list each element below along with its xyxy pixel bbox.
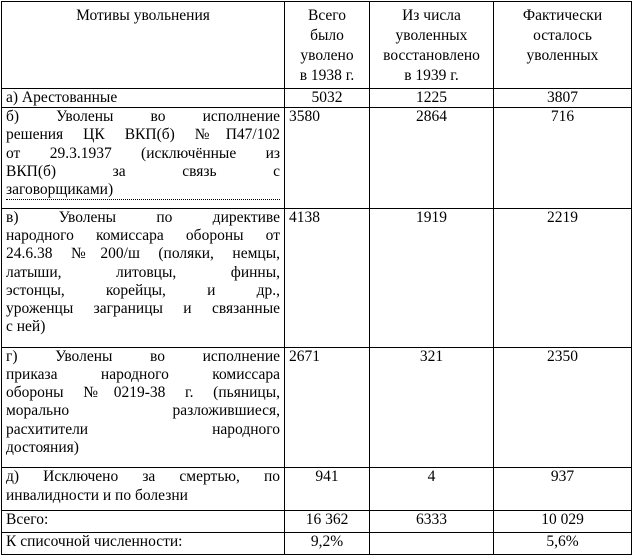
restored-cell: 1919 xyxy=(370,208,494,347)
total-cell: 3580 xyxy=(285,108,370,209)
restored-cell: 6333 xyxy=(370,510,494,532)
remaining-cell: 10 029 xyxy=(494,510,632,532)
motive-cell: г) Уволены во исполнение приказа народного комиссара обороны №0219-38 г. (пьяницы, морально разложившиеся, расхитители народного достояния) xyxy=(2,347,285,468)
ratio-label: К списочной численности: xyxy=(2,532,285,554)
total-label: Всего: xyxy=(2,510,285,532)
restored-cell xyxy=(370,532,494,554)
total-cell: 941 xyxy=(285,468,370,510)
header-motive: Мотивы увольнения xyxy=(2,2,285,89)
ratio-row xyxy=(2,532,632,554)
remaining-cell: 937 xyxy=(494,468,632,510)
restored-cell: 2864 xyxy=(370,108,494,209)
table-row xyxy=(2,108,632,209)
motive-cell: д) Исключено за смертью, по инвалидности и по болезни xyxy=(2,468,285,510)
total-cell: 16 362 xyxy=(285,510,370,532)
restored-cell: 321 xyxy=(370,347,494,468)
header-total: Всего было уволено в 1938 г. xyxy=(285,2,370,89)
motive-cell: б) Уволены во исполнение решения ЦК ВКП(б) №П47/102 от 29.3.1937 (исключённые из ВКП(б) за связь с заговорщиками) xyxy=(2,108,285,209)
header-row xyxy=(2,2,632,89)
header-remaining: Фактически осталось уволенных xyxy=(494,2,632,89)
motive-cell: а) Арестованные xyxy=(2,88,285,107)
remaining-cell: 2219 xyxy=(494,208,632,347)
total-row xyxy=(2,510,632,532)
table-row xyxy=(2,347,632,468)
remaining-cell: 3807 xyxy=(494,88,632,107)
remaining-cell: 2350 xyxy=(494,347,632,468)
restored-cell: 4 xyxy=(370,468,494,510)
remaining-cell: 5,6% xyxy=(494,532,632,554)
remaining-cell: 716 xyxy=(494,108,632,209)
dismissal-table xyxy=(1,1,632,555)
total-cell: 4138 xyxy=(285,208,370,347)
total-cell: 5032 xyxy=(285,88,370,107)
total-cell: 9,2% xyxy=(285,532,370,554)
total-cell: 2671 xyxy=(285,347,370,468)
header-restored: Из числа уволенных восстановлено в 1939 г. xyxy=(370,2,494,89)
restored-cell: 1225 xyxy=(370,88,494,107)
table-row xyxy=(2,468,632,510)
table-row xyxy=(2,208,632,347)
motive-cell: в) Уволены по директиве народного комиссара обороны от 24.6.38 №200/ш (поляки, немцы, латыши, литовцы, финны, эстонцы, корейцы, и др., уроженцы заграницы и связанные с ней) xyxy=(2,208,285,347)
table-row xyxy=(2,88,632,107)
